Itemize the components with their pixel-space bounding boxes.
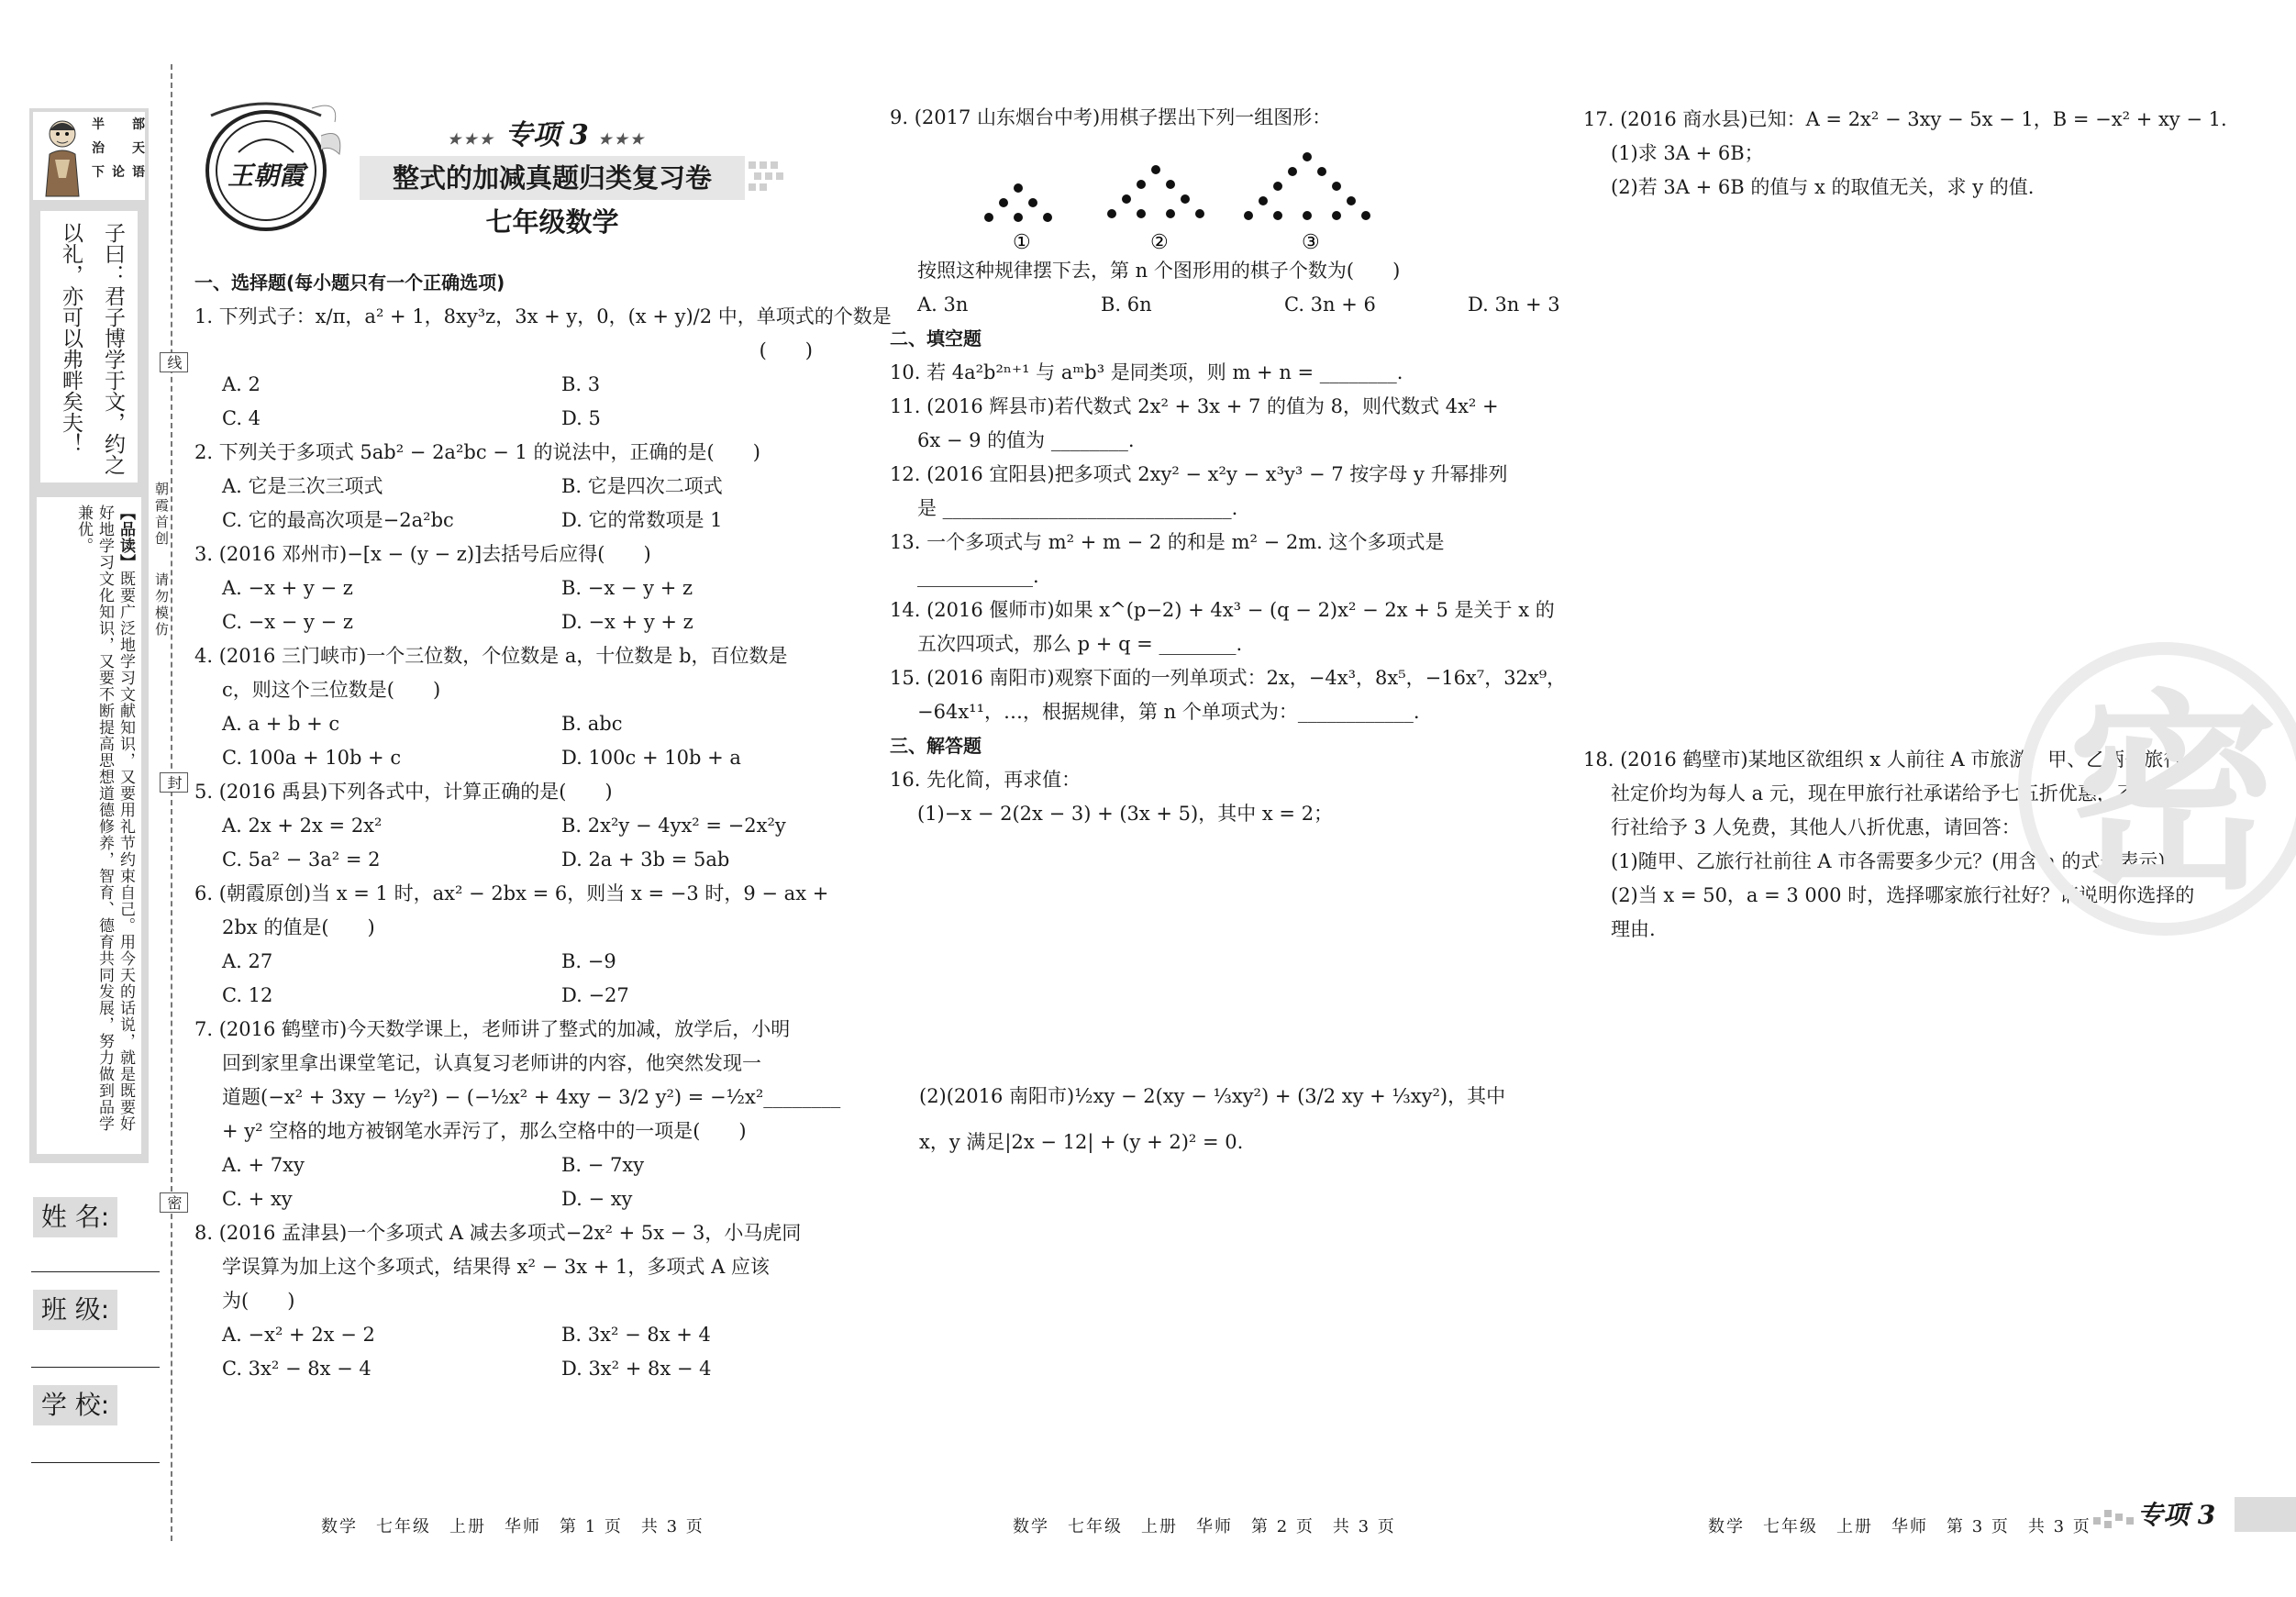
reading-note-label: 【品读】 (116, 505, 135, 571)
question-line: 15. (2016 南阳市)观察下面的一列单项式：2x，−4x³，8x⁵，−16x⁷，32x⁹， (890, 667, 1567, 689)
reading-note-text (72, 505, 136, 1147)
chess-piece (1014, 213, 1023, 222)
option: A. 2 (222, 373, 261, 395)
question-line: 14. (2016 偃师市)如果 x^(p−2) + 4x³ − (q − 2)x² − 2x + 5 是关于 x 的 (890, 599, 1555, 621)
question-line: 学误算为加上这个多项式，结果得 x² − 3x + 1，多项式 A 应该 (222, 1256, 770, 1278)
confucius-figure-icon (35, 114, 90, 198)
question-line: 2bx 的值是( ) (222, 916, 375, 938)
topic-text: 专项 3 (505, 119, 589, 151)
option: D. 3x² + 8x − 4 (561, 1358, 712, 1380)
column-2 (890, 101, 1567, 831)
option: B. 6n (1101, 294, 1152, 316)
column-1 (194, 266, 892, 1386)
figure-label: ② (1150, 231, 1169, 254)
option: D. 3n + 3 (1468, 294, 1560, 316)
chess-piece (1273, 182, 1282, 191)
option: A. 27 (222, 950, 273, 972)
option: D. −27 (561, 984, 629, 1006)
option: A. 它是三次三项式 (222, 475, 383, 497)
chess-piece (1273, 211, 1282, 220)
chess-piece (1361, 211, 1370, 220)
question-line: c，则这个三位数是( ) (222, 679, 441, 701)
chess-piece (984, 213, 993, 222)
chess-piece (1259, 196, 1268, 205)
question-line: 2. 下列关于多项式 5ab² − 2a²bc − 1 的说法中，正确的是( ) (194, 441, 760, 463)
option: A. + 7xy (222, 1154, 305, 1176)
option-row (194, 741, 818, 775)
option: D. − xy (561, 1188, 633, 1210)
side-strip (29, 108, 149, 1163)
page-footer-3: 数学 七年级 上册 华师 第 3 页 共 3 页 (1708, 1517, 2091, 1536)
question-line: (1)求 3A + 6B； (1611, 142, 1764, 164)
badge-char: 部 (132, 117, 145, 132)
chess-piece (1043, 213, 1052, 222)
page-footer-2: 数学 七年级 上册 华师 第 2 页 共 3 页 (1013, 1517, 1396, 1536)
question-line: 8. (2016 孟津县)一个多项式 A 减去多项式−2x² + 5x − 3，小马虎同 (194, 1222, 802, 1244)
option-row (194, 470, 818, 504)
title-decoration-icon (745, 156, 809, 200)
quote-box (40, 211, 138, 482)
question-line: 社定价均为每人 a 元，现在甲旅行社承诺给予七五折优惠，乙旅 (1611, 782, 2155, 804)
option: C. 100a + 10b + c (222, 747, 402, 769)
option-row (194, 707, 818, 741)
question-line: 理由. (1611, 918, 1656, 940)
question-line: (2)若 3A + 6B 的值与 x 的取值无关，求 y 的值. (1611, 176, 2035, 198)
question-line: 6. (朝霞原创)当 x = 1 时，ax² − 2bx = 6，则当 x = −3 时，9 − ax + (194, 882, 829, 904)
question-line: 9. (2017 山东烟台中考)用棋子摆出下列一组图形： (890, 106, 1332, 128)
chess-piece (1244, 211, 1253, 220)
option: A. 3n (917, 294, 969, 316)
question-line: (2)(2016 南阳市)½xy − 2(xy − ⅓xy²) + (3/2 xy + ⅓xy²)，其中 (919, 1085, 1506, 1107)
option: B. 它是四次二项式 (561, 475, 723, 497)
question-line: 12. (2016 宜阳县)把多项式 2xy² − x²y − x³y³ − 7 按字母 y 升幂排列 (890, 463, 1508, 485)
question-line: 道题(−x² + 3xy − ½y²) − (−½x² + 4xy − 3/2 y²) = −½x²________ (222, 1086, 841, 1108)
page-subtitle: 七年级数学 (485, 206, 619, 238)
section-heading: 二、填空题 (890, 327, 982, 349)
page-footer-1: 数学 七年级 上册 华师 第 1 页 共 3 页 (321, 1517, 704, 1536)
question-line: 17. (2016 商水县)已知：A = 2x² − 3xy − 5x − 1，B = −x² + xy − 1. (1583, 108, 2227, 130)
question-line: 五次四项式，那么 p + q = ________. (917, 633, 1243, 655)
question-line: 4. (2016 三门峡市)一个三位数，个位数是 a，十位数是 b，百位数是 (194, 645, 788, 667)
option: A. 2x + 2x = 2x² (222, 815, 383, 837)
question-line: 7. (2016 鹤壁市)今天数学课上，老师讲了整式的加减，放学后，小明 (194, 1018, 791, 1040)
question-line: 是 ______________________________. (917, 497, 1238, 519)
chess-piece (1107, 209, 1116, 218)
chess-piece (1014, 183, 1023, 193)
class-field[interactable] (31, 1367, 160, 1368)
chess-piece (1137, 180, 1146, 189)
option: B. −x − y + z (561, 577, 693, 599)
watermark-seal (2018, 642, 2296, 936)
binding-mark: 线 (160, 352, 188, 372)
chess-piece (1195, 209, 1204, 218)
option: C. + xy (222, 1188, 293, 1210)
chess-piece (1166, 209, 1175, 218)
option: B. 2x²y − 4yx² = −2x²y (561, 815, 786, 837)
question-line: 6x − 9 的值为 ________. (917, 429, 1135, 451)
option-row (194, 809, 818, 843)
option: D. 5 (561, 407, 601, 429)
option: C. 4 (222, 407, 261, 429)
question-line: x，y 满足|2x − 12| + (y + 2)² = 0. (919, 1131, 1244, 1153)
option-row (194, 1148, 818, 1182)
quote-line-2: 以礼，亦可以弗畔矣夫！ (59, 222, 83, 454)
option: A. a + b + c (222, 713, 340, 735)
section-heading: 三、解答题 (890, 735, 982, 757)
footer-tab (2235, 1497, 2296, 1532)
option: C. −x − y − z (222, 611, 353, 633)
option-row (194, 979, 818, 1013)
question-line: (2)当 x = 50，a = 3 000 时，选择哪家旅行社好？请说明你选择的 (1611, 884, 2195, 906)
binding-mark: 封 (160, 772, 188, 793)
option-row (194, 1182, 818, 1216)
question-line: (1)−x − 2(2x − 3) + (3x + 5)，其中 x = 2； (917, 803, 1334, 825)
chess-piece (1303, 152, 1312, 161)
option-row (194, 571, 818, 605)
option: C. 它的最高次项是−2a²bc (222, 509, 454, 531)
badge-char: 论 (112, 165, 125, 180)
question-line: ( ) (759, 339, 813, 361)
footer-topic: 专项 3 (2137, 1500, 2216, 1530)
option-row (194, 402, 818, 436)
chess-piece (1122, 194, 1131, 204)
option-row (194, 945, 818, 979)
question-line: (1)随甲、乙旅行社前往 A 市各需要多少元？(用含 a 的式子表示) (1611, 850, 2166, 872)
chess-piece (1166, 180, 1175, 189)
option-row (194, 368, 818, 402)
section-heading: 一、选择题(每小题只有一个正确选项) (194, 272, 505, 294)
option: B. − 7xy (561, 1154, 645, 1176)
option-row (194, 1318, 818, 1352)
badge-char: 天 (132, 141, 145, 156)
option: B. abc (561, 713, 623, 735)
badge-char: 治 (92, 141, 105, 156)
option: C. 3x² − 8x − 4 (222, 1358, 372, 1380)
question-line: + y² 空格的地方被钢笔水弄污了，那么空格中的一项是( ) (222, 1120, 747, 1142)
confucius-badge (33, 112, 145, 200)
question-line: 16. 先化简，再求值： (890, 769, 1081, 791)
chess-piece (1288, 167, 1297, 176)
chess-piece (1137, 209, 1146, 218)
binding-note: 请勿模仿 (153, 572, 170, 638)
chess-piece (1151, 165, 1160, 174)
option: A. −x + y − z (222, 577, 353, 599)
watermark-char: 密 (2068, 673, 2279, 918)
option-row (194, 504, 818, 538)
footer-decoration-icon (2091, 1504, 2137, 1532)
option-row (194, 605, 818, 639)
chess-figure-row (890, 135, 1514, 254)
chess-piece (1332, 182, 1341, 191)
question-line: −64x¹¹，…，根据规律，第 n 个单项式为：____________. (917, 701, 1420, 723)
option-row (890, 288, 1560, 322)
quote-line-1: 子曰：君子博学于文，约之 (101, 222, 125, 475)
reading-note-body: 既要广泛地学习文献知识，又要用礼节约束自己。用今天的话说，就是既要好好地学习文化知识，又要不断提高思想道德修养，智育、德育共同发展，努力做到品学兼优。 (74, 505, 135, 1132)
option: D. 它的常数项是 1 (561, 509, 723, 531)
binding-note: 朝霞首创 (153, 482, 170, 548)
dot-patterns (963, 135, 1440, 254)
column-2-continued (919, 1073, 1525, 1165)
brand-logo-text: 王朝霞 (227, 161, 305, 191)
binding-line (171, 64, 172, 1541)
question-line: 为( ) (222, 1290, 295, 1312)
question-line: ____________. (917, 565, 1039, 587)
badge-char: 下 (92, 165, 105, 180)
question-line: 按照这种规律摆下去，第 n 个图形用的棋子个数为( ) (917, 260, 1401, 282)
name-label: 姓 名: (33, 1197, 117, 1237)
option: B. −9 (561, 950, 616, 972)
option: D. −x + y + z (561, 611, 693, 633)
option: A. −x² + 2x − 2 (222, 1324, 375, 1346)
question-line: 5. (2016 禹县)下列各式中，计算正确的是( ) (194, 781, 613, 803)
chess-piece (999, 198, 1008, 207)
figure-label: ③ (1302, 231, 1320, 254)
badge-char: 语 (132, 165, 145, 180)
option-row (194, 843, 818, 877)
school-field[interactable] (31, 1462, 160, 1463)
option: C. 5a² − 3a² = 2 (222, 848, 381, 871)
option: B. 3 (561, 373, 601, 395)
option: D. 100c + 10b + a (561, 747, 741, 769)
question-line: 1. 下列式子：x/π，a² + 1，8xy³z，3x + y，0，(x + y)/2 中，单项式的个数是 (194, 305, 892, 327)
option-row (194, 1352, 818, 1386)
option: C. 12 (222, 984, 273, 1006)
question-line: 行社给予 3 人免费，其他人八折优惠，请回答： (1611, 816, 2021, 838)
question-line: 18. (2016 鹤壁市)某地区欲组织 x 人前往 A 市旅游，甲、乙两个旅行 (1583, 749, 2183, 771)
name-field[interactable] (31, 1271, 160, 1272)
chess-piece (1347, 196, 1356, 205)
option: B. 3x² − 8x + 4 (561, 1324, 711, 1346)
school-label: 学 校: (33, 1385, 117, 1425)
badge-char: 半 (92, 117, 105, 132)
question-line: 回到家里拿出课堂笔记，认真复习老师讲的内容，他突然发现一 (222, 1052, 761, 1074)
figure-label: ① (1013, 231, 1031, 254)
chess-piece (1303, 211, 1312, 220)
question-line: 3. (2016 邓州市)−[x − (y − z)]去括号后应得( ) (194, 543, 651, 565)
chess-piece (1317, 167, 1326, 176)
binding-mark: 密 (160, 1192, 188, 1213)
question-line: 11. (2016 辉县市)若代数式 2x² + 3x + 7 的值为 8，则代数式 4x² + (890, 395, 1499, 417)
chess-piece (1332, 211, 1341, 220)
class-label: 班 级: (33, 1290, 117, 1330)
reading-note-box (37, 497, 141, 1154)
column-3-top (1583, 103, 2225, 205)
chess-piece (1028, 198, 1037, 207)
page-title: 整式的加减真题归类复习卷 (360, 156, 745, 200)
topic-label: ★★★ 专项 3 ★★★ (448, 119, 647, 151)
question-line: 13. 一个多项式与 m² + m − 2 的和是 m² − 2m. 这个多项式是 (890, 531, 1445, 553)
question-line: 10. 若 4a²b²ⁿ⁺¹ 与 aᵐb³ 是同类项，则 m + n = ________. (890, 361, 1403, 383)
option: D. 2a + 3b = 5ab (561, 848, 730, 871)
chess-piece (1181, 194, 1190, 204)
option: C. 3n + 6 (1284, 294, 1376, 316)
